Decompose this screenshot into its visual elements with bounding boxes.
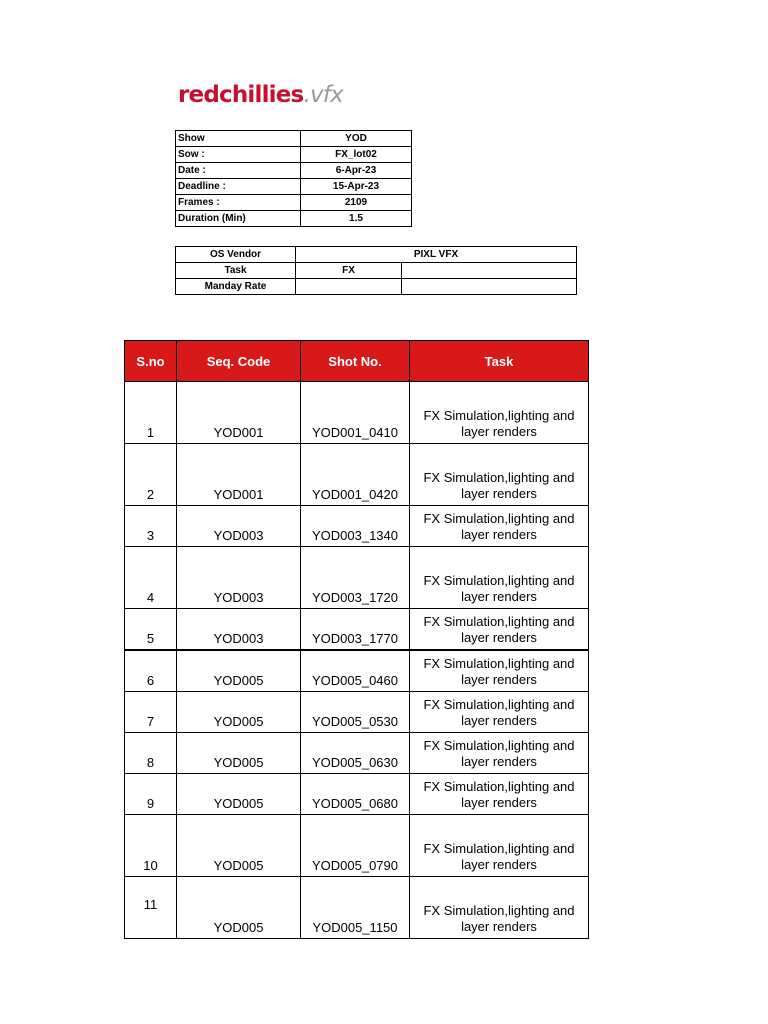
task-cell: FX Simulation,lighting and layer renders [410, 815, 589, 877]
task-row [176, 263, 577, 279]
info-key: Duration (Min) [176, 211, 301, 227]
shot-no-cell: YOD003_1770 [301, 609, 410, 650]
info-value: 6-Apr-23 [301, 163, 412, 179]
info-value: FX_lot02 [301, 147, 412, 163]
task-cell: FX Simulation,lighting and layer renders [410, 609, 589, 650]
task-cell: FX Simulation,lighting and layer renders [410, 506, 589, 547]
sno-cell: 8 [125, 733, 177, 774]
sno-cell: 11 [125, 877, 177, 939]
info-row [176, 211, 412, 227]
task-cell: FX Simulation,lighting and layer renders [410, 382, 589, 444]
manday-row [176, 279, 577, 295]
info-value: 15-Apr-23 [301, 179, 412, 195]
info-key: Deadline : [176, 179, 301, 195]
info-row [176, 195, 412, 211]
task-cell: FX Simulation,lighting and layer renders [410, 733, 589, 774]
seq-code-cell: YOD003 [177, 609, 301, 650]
vendor-table [175, 246, 577, 295]
shots-header-row [125, 341, 589, 382]
company-logo [178, 84, 343, 107]
task-extra [402, 263, 577, 279]
info-row [176, 131, 412, 147]
info-row [176, 179, 412, 195]
shot-no-cell: YOD001_0420 [301, 444, 410, 506]
show-info-table [175, 130, 412, 227]
header-sno: S.no [125, 341, 177, 382]
seq-code-cell: YOD005 [177, 733, 301, 774]
shot-no-cell: YOD001_0410 [301, 382, 410, 444]
table-row [125, 444, 589, 506]
seq-code-cell: YOD005 [177, 650, 301, 692]
shot-no-cell: YOD005_1150 [301, 877, 410, 939]
seq-code-cell: YOD001 [177, 444, 301, 506]
task-label: Task [176, 263, 296, 279]
shots-table [124, 340, 589, 939]
manday-extra [402, 279, 577, 295]
shot-no-cell: YOD005_0460 [301, 650, 410, 692]
table-row [125, 774, 589, 815]
os-vendor-label: OS Vendor [176, 247, 296, 263]
logo-suffix: .vfx [303, 82, 343, 108]
logo-brand: redchillies [178, 82, 304, 108]
sno-cell: 5 [125, 609, 177, 650]
seq-code-cell: YOD005 [177, 815, 301, 877]
info-key: Date : [176, 163, 301, 179]
seq-code-cell: YOD003 [177, 506, 301, 547]
header-task: Task [410, 341, 589, 382]
seq-code-cell: YOD005 [177, 877, 301, 939]
sno-cell: 1 [125, 382, 177, 444]
table-row [125, 877, 589, 939]
table-row [125, 382, 589, 444]
manday-label: Manday Rate [176, 279, 296, 295]
sno-cell: 2 [125, 444, 177, 506]
task-cell: FX Simulation,lighting and layer renders [410, 692, 589, 733]
info-key: Frames : [176, 195, 301, 211]
shot-no-cell: YOD005_0790 [301, 815, 410, 877]
task-cell: FX Simulation,lighting and layer renders [410, 444, 589, 506]
table-row [125, 609, 589, 650]
task-value: FX [296, 263, 402, 279]
shot-no-cell: YOD005_0680 [301, 774, 410, 815]
shot-no-cell: YOD005_0530 [301, 692, 410, 733]
sno-cell: 6 [125, 650, 177, 692]
task-cell: FX Simulation,lighting and layer renders [410, 547, 589, 609]
table-row [125, 506, 589, 547]
sno-cell: 3 [125, 506, 177, 547]
info-row [176, 163, 412, 179]
table-row [125, 733, 589, 774]
info-value: 1.5 [301, 211, 412, 227]
seq-code-cell: YOD005 [177, 692, 301, 733]
task-cell: FX Simulation,lighting and layer renders [410, 877, 589, 939]
header-seq-code: Seq. Code [177, 341, 301, 382]
table-row [125, 815, 589, 877]
shot-no-cell: YOD003_1720 [301, 547, 410, 609]
shot-no-cell: YOD005_0630 [301, 733, 410, 774]
task-cell: FX Simulation,lighting and layer renders [410, 650, 589, 692]
info-key: Show [176, 131, 301, 147]
header-shot-no: Shot No. [301, 341, 410, 382]
sno-cell: 7 [125, 692, 177, 733]
sno-cell: 9 [125, 774, 177, 815]
seq-code-cell: YOD001 [177, 382, 301, 444]
table-row [125, 547, 589, 609]
table-row [125, 692, 589, 733]
info-value: YOD [301, 131, 412, 147]
manday-value [296, 279, 402, 295]
task-cell: FX Simulation,lighting and layer renders [410, 774, 589, 815]
seq-code-cell: YOD005 [177, 774, 301, 815]
os-vendor-value: PIXL VFX [296, 247, 577, 263]
shot-no-cell: YOD003_1340 [301, 506, 410, 547]
sno-cell: 10 [125, 815, 177, 877]
vendor-row [176, 247, 577, 263]
table-row [125, 650, 589, 692]
seq-code-cell: YOD003 [177, 547, 301, 609]
info-row [176, 147, 412, 163]
info-key: Sow : [176, 147, 301, 163]
sno-cell: 4 [125, 547, 177, 609]
info-value: 2109 [301, 195, 412, 211]
